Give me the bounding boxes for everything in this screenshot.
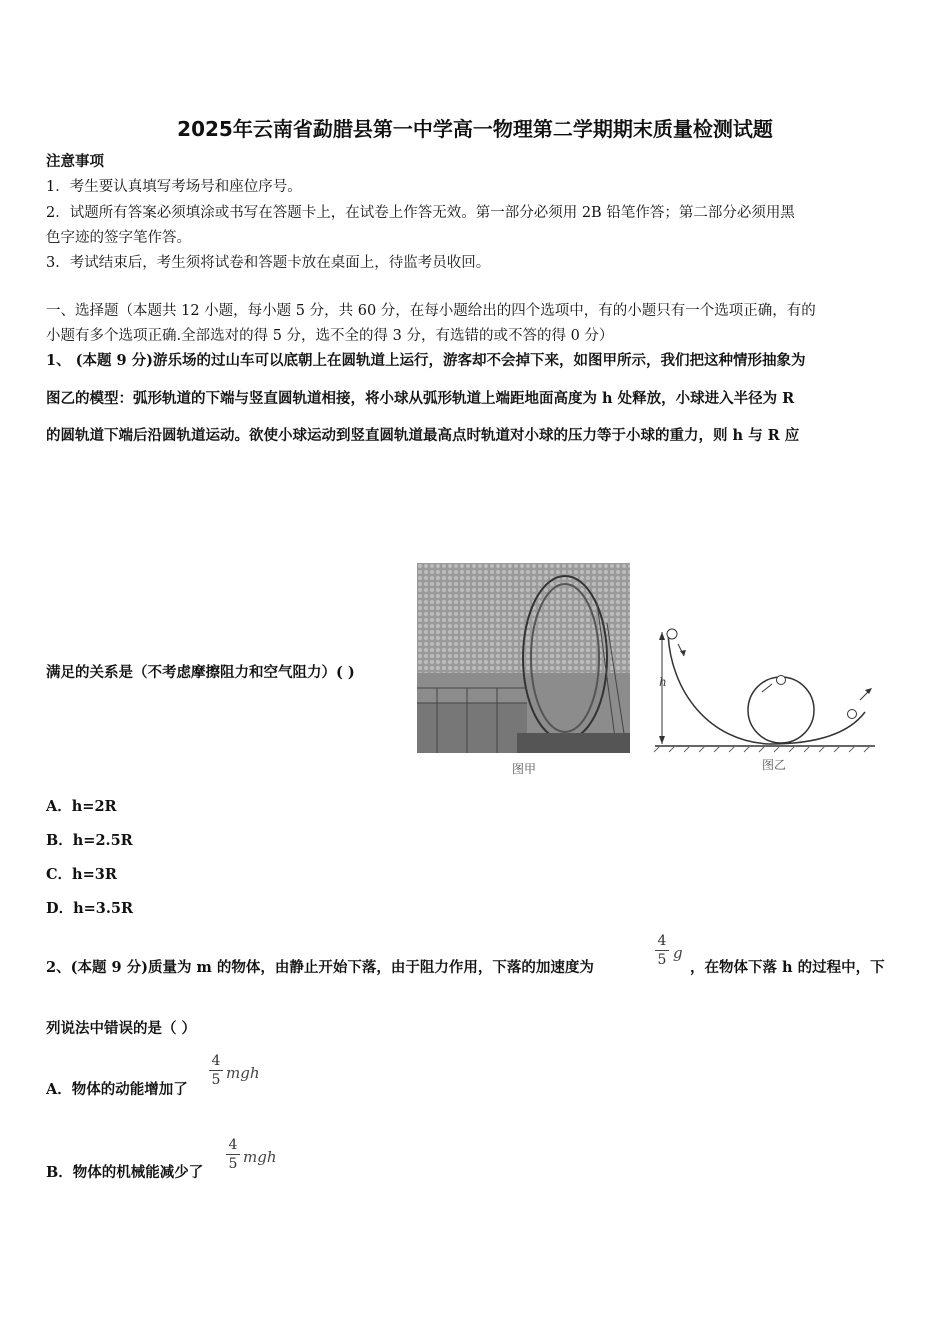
roller-coaster-photo	[417, 563, 630, 753]
fraction-denominator: 5	[657, 952, 667, 968]
notice-item: 3．考试结束后，考生须将试卷和答题卡放在桌面上，待监考员收回。	[46, 255, 491, 271]
notice-item: 色字迹的签字笔作答。	[46, 230, 191, 246]
notice-heading: 注意事项	[46, 153, 104, 170]
fraction-numerator: 4	[228, 1137, 238, 1153]
figure-a-caption: 图甲	[512, 762, 537, 776]
fraction-four-fifths	[209, 1053, 223, 1088]
notice-item: 1．考生要认真填写考场号和座位序号。	[46, 179, 302, 195]
page-title: 2025年云南省勐腊县第一中学高一物理第二学期期末质量检测试题	[177, 117, 773, 141]
acceleration-symbol: g	[673, 944, 683, 962]
fraction-numerator: 4	[211, 1053, 221, 1069]
option-c: C．h=3R	[46, 866, 117, 883]
option-b: B．h=2.5R	[46, 832, 133, 849]
question-1-text: 满足的关系是（不考虑摩擦阻力和空气阻力）( )	[46, 664, 355, 681]
fraction-denominator: 5	[228, 1156, 238, 1172]
question-2-text: 列说法中错误的是（ ）	[46, 1020, 197, 1037]
section-instructions: 一、选择题（本题共 12 小题，每小题 5 分，共 60 分，在每小题给出的四个选项中，有的小题只有一个选项正确，有的	[46, 303, 816, 319]
notice-item: 2．试题所有答案必须填涂或书写在答题卡上，在试卷上作答无效。第一部分必须用 2B 铅笔作答；第二部分必须用黑	[46, 205, 795, 221]
energy-expression: mgh	[226, 1064, 260, 1082]
energy-expression: mgh	[243, 1148, 277, 1166]
section-instructions: 小题有多个选项正确.全部选对的得 5 分，选不全的得 3 分，有选错的或不答的得 0 分）	[46, 328, 614, 344]
track-model-diagram	[650, 622, 880, 772]
question-2-text: ，在物体下落 h 的过程中，下	[690, 959, 885, 976]
option-d: D．h=3.5R	[46, 900, 134, 917]
figure-b-caption: 图乙	[762, 758, 787, 772]
fraction-four-fifths	[226, 1137, 240, 1172]
fraction-four-fifths	[655, 933, 669, 968]
option-a: A．h=2R	[46, 798, 117, 815]
question-1-text: 的圆轨道下端后沿圆轨道运动。欲使小球运动到竖直圆轨道最高点时轨道对小球的压力等于小球的重力，则 h 与 R 应	[46, 427, 800, 444]
fraction-denominator: 5	[211, 1072, 221, 1088]
question-1-text: 图乙的模型：弧形轨道的下端与竖直圆轨道相接，将小球从弧形轨道上端距地面高度为 h 处释放，小球进入半径为 R	[46, 390, 795, 407]
option-b: B．物体的机械能减少了	[46, 1164, 204, 1181]
question-2-text: 2、(本题 9 分)质量为 m 的物体，由静止开始下落，由于阻力作用，下落的加速度为	[46, 959, 594, 976]
question-1-text: 1、 (本题 9 分)游乐场的过山车可以底朝上在圆轨道上运行，游客却不会掉下来，如图甲所示，我们把这种情形抽象为	[46, 352, 806, 369]
option-a: A．物体的动能增加了	[46, 1081, 188, 1098]
fraction-numerator: 4	[657, 933, 667, 949]
height-label: h	[659, 675, 667, 689]
